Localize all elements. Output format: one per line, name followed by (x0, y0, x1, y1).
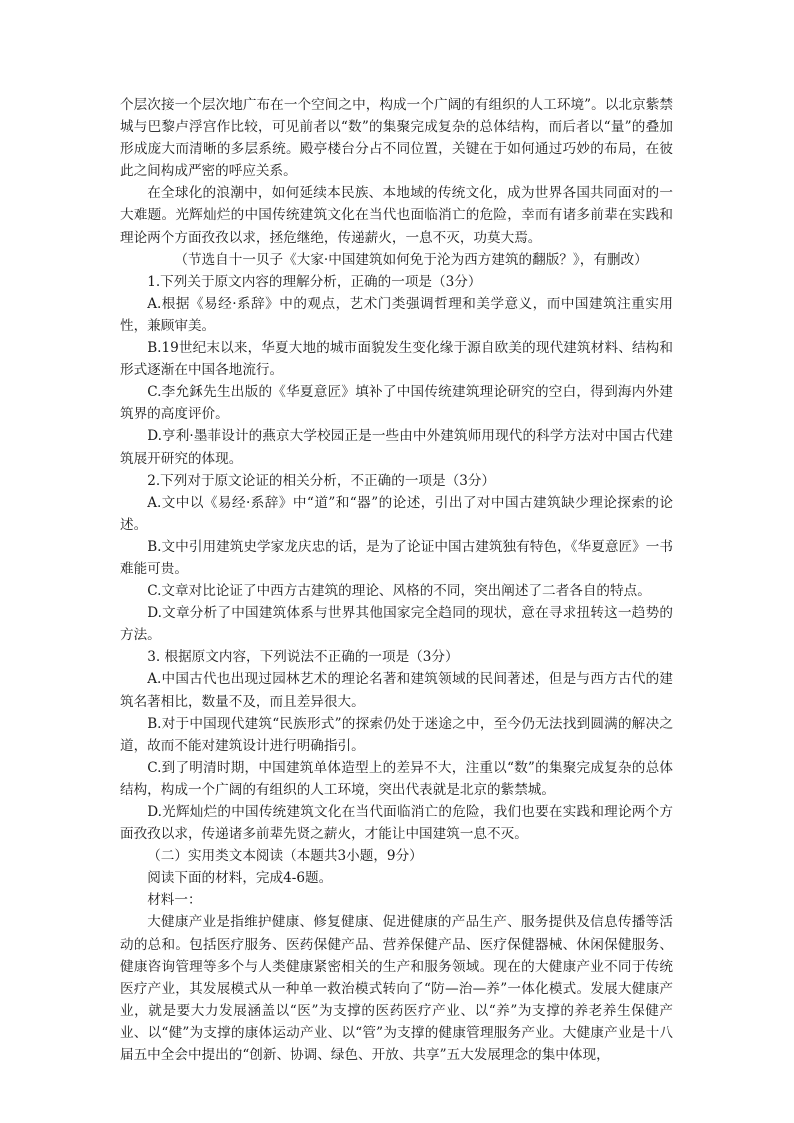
source-citation: （节选自十一贝子《大家·中国建筑如何免于沦为西方建筑的翻版？》，有删改） (174, 251, 648, 268)
question-2-option-d: D.文章分析了中国建筑体系与世界其他国家完全趋同的现状，意在寻求扭转这一趋势的方法。 (120, 605, 673, 644)
question-1-stem: 1.下列关于原文内容的理解分析，正确的一项是（3分） (147, 273, 482, 290)
question-1-option-d: D.亨利·墨菲设计的燕京大学校园正是一些由中外建筑师用现代的科学方法对中国古代建筑展开研究的体现。 (120, 428, 673, 467)
question-2-option-b: B.文中引用建筑史学家龙庆忠的话，是为了论证中国古建筑独有特色，《华夏意匠》一书难能可贵。 (120, 538, 673, 577)
section-2-heading: （二）实用类文本阅读（本题共3小题，9分） (147, 848, 423, 865)
question-1-option-a: A.根据《易经·系辞》中的观点，艺术门类强调哲理和美学意义，而中国建筑注重实用性，兼顾审美。 (120, 295, 673, 334)
question-2-option-c: C.文章对比论证了中西方古建筑的理论、风格的不同，突出阐述了二者各自的特点。 (147, 583, 651, 600)
question-3-option-c: C.到了明清时期，中国建筑单体造型上的差异不大，注重以“数”的集聚完成复杂的总体结构，构成一个广阔的有组织的人工环境，突出代表就是北京的紫禁城。 (120, 759, 673, 798)
question-3-stem: 3. 根据原文内容，下列说法不正确的一项是（3分） (147, 649, 459, 666)
question-2-stem: 2.下列对于原文论证的相关分析，不正确的一项是（3分） (147, 472, 496, 489)
section-2-instruction: 阅读下面的材料，完成4-6题。 (147, 870, 333, 887)
question-3-option-b: B.对于中国现代建筑“民族形式”的探索仍处于迷途之中，至今仍无法找到圆满的解决之道，故而不能对建筑设计进行明确指引。 (120, 715, 673, 754)
document-page (120, 94, 673, 1066)
question-3-option-d: D.光辉灿烂的中国传统建筑文化在当代面临消亡的危险，我们也要在实践和理论两个方面孜孜以求，传递诸多前辈先贤之薪火，才能让中国建筑一息不灭。 (120, 804, 673, 843)
material-1-label: 材料一： (147, 892, 202, 909)
question-2-option-a: A.文中以《易经·系辞》中“道”和“器”的论述，引出了对中国古建筑缺少理论探索的论述。 (120, 494, 673, 533)
material-1-text: 大健康产业是指维护健康、修复健康、促进健康的产品生产、服务提供及信息传播等活动的总和。包括医疗服务、医药保健产品、营养保健产品、医疗保健器械、休闲保健服务、健康咨询管理等多个与人类健康紧密相关的生产和服务领域。现在的大健康产业不同于传统医疗产业，其发展模式从一种单一救治模式转向了“防—治—养”一体化模式。发展大健康产业，就是要大力发展涵盖以“医”为支撑的医药医疗产业、以“养”为支撑的养老养生保健产业、以“健”为支撑的康体运动产业、以“管”为支撑的健康管理服务产业。大健康产业是十八届五中全会中提出的“创新、协调、绿色、开放、共享”五大发展理念的集中体现， (120, 914, 673, 1064)
question-1-option-c: C.李允鉌先生出版的《华夏意匠》填补了中国传统建筑理论研究的空白，得到海内外建筑界的高度评价。 (120, 384, 673, 423)
paragraph-2: 在全球化的浪潮中，如何延续本民族、本地域的传统文化，成为世界各国共同面对的一大难题。光辉灿烂的中国传统建筑文化在当代也面临消亡的危险，幸而有诸多前辈在实践和理论两个方面孜孜以求，拯危继绝，传递薪火，一息不灭，功莫大焉。 (120, 185, 673, 246)
question-3-option-a: A.中国古代也出现过园林艺术的理论名著和建筑领域的民间著述，但是与西方古代的建筑名著相比，数量不及，而且差异很大。 (120, 671, 673, 710)
paragraph-1: 个层次接一个层次地广布在一个空间之中，构成一个广阔的有组织的人工环境”。以北京紫禁城与巴黎卢浮宫作比较，可见前者以“数”的集聚完成复杂的总体结构，而后者以“量”的叠加形成庞大而清晰的多层系统。殿亭楼台分占不同位置，关键在于如何通过巧妙的布局，在彼此之间构成严密的呼应关系。 (120, 97, 673, 180)
question-1-option-b: B.19世纪末以来，华夏大地的城市面貌发生变化缘于源自欧美的现代建筑材料、结构和形式逐渐在中国各地流行。 (120, 340, 673, 379)
